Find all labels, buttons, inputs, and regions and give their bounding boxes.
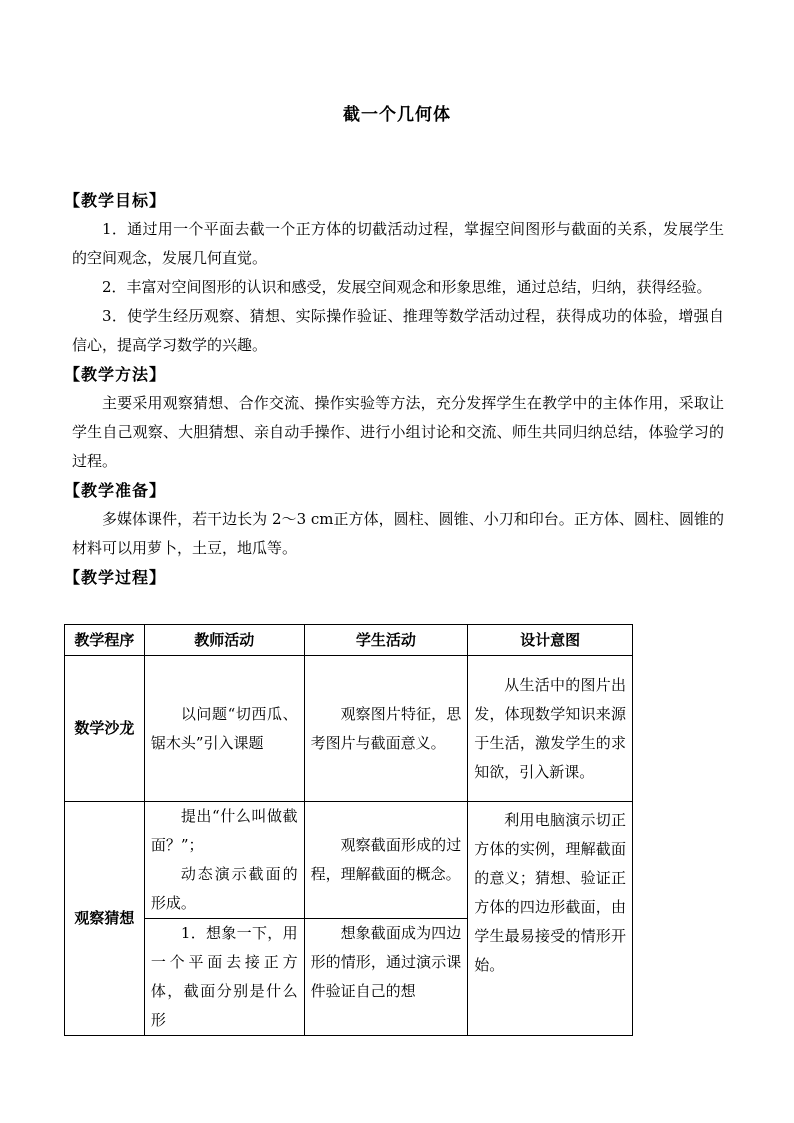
teaching-process-table [64,624,633,1036]
design-intent-cell: 利用电脑演示切正方体的实例，理解截面的意义；猜想、验证正方体的四边形截面，由学生最易接受的情形开始。 [474,811,626,974]
design-intent-cell: 从生活中的图片出发，体现数学知识来源于生活，激发学生的求知欲，引入新课。 [474,675,626,781]
document-title: 截一个几何体 [343,105,451,125]
goal-item-2: 2．丰富对空间图形的认识和感受，发展空间观念和形象思维，通过总结，归纳，获得经验。 [102,278,712,296]
stage-cell: 观察猜想 [65,802,145,1036]
preparation-heading: 【教学准备】 [64,481,167,500]
teacher-activity-cell: 以问题“切西瓜、锯木头”引入课题 [150,704,298,752]
preparation-text: 多媒体课件，若干边长为 2～3 cm正方体，圆柱、圆锥、小刀和印台。正方体、圆柱、圆锥的材料可以用萝卜，土豆，地瓜等。 [72,510,724,557]
header-teacher-activity: 教师活动 [144,625,304,656]
table-row [65,802,633,919]
methods-text: 主要采用观察猜想、合作交流、操作实验等方法，充分发挥学生在教学中的主体作用，采取让学生自己观察、大胆猜想、亲自动手操作、进行小组讨论和交流、师生共同归纳总结，体验学习的过程。 [72,394,724,470]
document-body [64,186,724,592]
goal-item-1: 1．通过用一个平面去截一个正方体的切截活动过程，掌握空间图形与截面的关系，发展学生的空间观念，发展几何直觉。 [72,220,724,267]
student-activity-cell: 观察截面形成的过程，理解截面的概念。 [310,836,462,883]
header-stage: 教学程序 [65,625,145,656]
methods-heading: 【教学方法】 [64,365,167,384]
teacher-activity-cell: 提出“什么叫做截面？”； [150,807,298,854]
teacher-activity-cell: 1．想象一下，用一个平面去接正方体，截面分别是什么形 [150,924,298,1029]
table-header-row [65,625,633,656]
goals-heading: 【教学目标】 [64,191,167,210]
stage-cell: 数学沙龙 [65,656,145,802]
header-student-activity: 学生活动 [304,625,468,656]
process-heading: 【教学过程】 [64,568,167,587]
goal-item-3: 3．使学生经历观察、猜想、实际操作验证、推理等数学活动过程，获得成功的体验，增强自信心，提高学习数学的兴趣。 [72,307,724,354]
header-design-intent: 设计意图 [468,625,633,656]
table-row [65,656,633,802]
teacher-activity-cell: 动态演示截面的形成。 [150,865,298,912]
student-activity-cell: 观察图片特征，思考图片与截面意义。 [310,704,462,752]
student-activity-cell: 想象截面成为四边形的情形，通过演示课件验证自己的想 [310,924,462,1000]
